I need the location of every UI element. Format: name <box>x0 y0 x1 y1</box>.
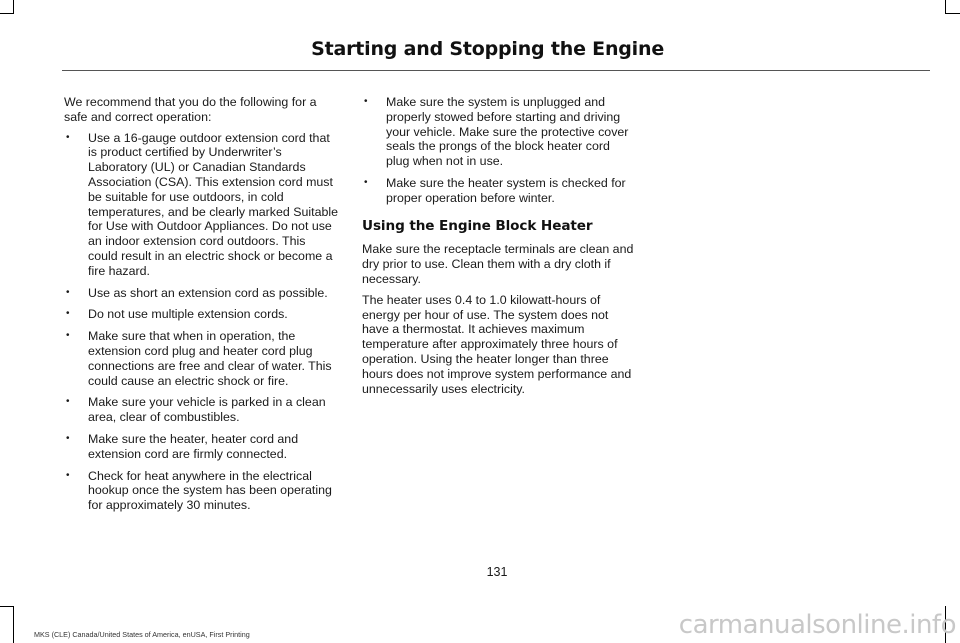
list-item: • Make sure that when in operation, the extension cord plug and heater cord plug connections are free and clear of water. This could cause an electric shock or fire. <box>64 329 338 388</box>
section-title: Starting and Stopping the Engine <box>311 38 664 60</box>
safety-list-continued <box>362 95 636 206</box>
list-item: • Do not use multiple extension cords. <box>64 307 338 322</box>
page-number: 131 <box>486 565 508 579</box>
subsection-heading: Using the Engine Block Heater <box>362 217 593 234</box>
list-item: • Make sure the system is unplugged and properly stowed before starting and driving your vehicle. Make sure the protective cover seals the prongs of the block heater cord plug when not in use. <box>362 95 636 169</box>
list-item: • Make sure the heater, heater cord and extension cord are firmly connected. <box>64 432 338 462</box>
crop-mark-top-right-v <box>945 0 946 14</box>
list-item: • Make sure your vehicle is parked in a clean area, clear of combustibles. <box>64 395 338 425</box>
list-item: • Use as short an extension cord as possible. <box>64 286 338 301</box>
right-column <box>362 95 636 402</box>
list-item: • Check for heat anywhere in the electrical hookup once the system has been operating for approximately 30 minutes. <box>64 469 338 513</box>
crop-mark-bottom-left-h <box>0 606 14 607</box>
body-paragraph: The heater uses 0.4 to 1.0 kilowatt-hours of energy per hour of use. The system does not have a thermostat. It achieves maximum temperature after approximately three hours of operation. Using the heater longer than three hours does not improve system performance and unnecessarily uses electricity. <box>362 292 632 396</box>
print-footer: MKS (CLE) Canada/United States of America, enUSA, First Printing <box>34 630 250 639</box>
header-divider <box>62 70 930 71</box>
left-column <box>64 95 338 520</box>
crop-mark-bottom-left-v <box>13 606 14 643</box>
list-item: • Use a 16-gauge outdoor extension cord that is product certified by Underwriter’s Laboratory (UL) or Canadian Standards Association (CSA). This extension cord must be suitable for use outdoors, in cold temperatures, and be clearly marked Suitable for Use with Outdoor Appliances. Do not use an indoor extension cord outdoors. This could result in an electric shock or become a fire hazard. <box>64 131 338 279</box>
crop-mark-top-right-h <box>946 13 960 14</box>
body-paragraph: Make sure the receptacle terminals are clean and dry prior to use. Clean them with a dry cloth if necessary. <box>362 242 634 286</box>
crop-mark-top-left-h <box>0 13 14 14</box>
crop-mark-top-left-v <box>13 0 14 14</box>
intro-paragraph: We recommend that you do the following for a safe and correct operation: <box>64 95 317 124</box>
list-item: • Make sure the heater system is checked for proper operation before winter. <box>362 176 636 206</box>
watermark: carmanualsonline.info <box>678 610 956 640</box>
safety-list <box>64 131 338 513</box>
